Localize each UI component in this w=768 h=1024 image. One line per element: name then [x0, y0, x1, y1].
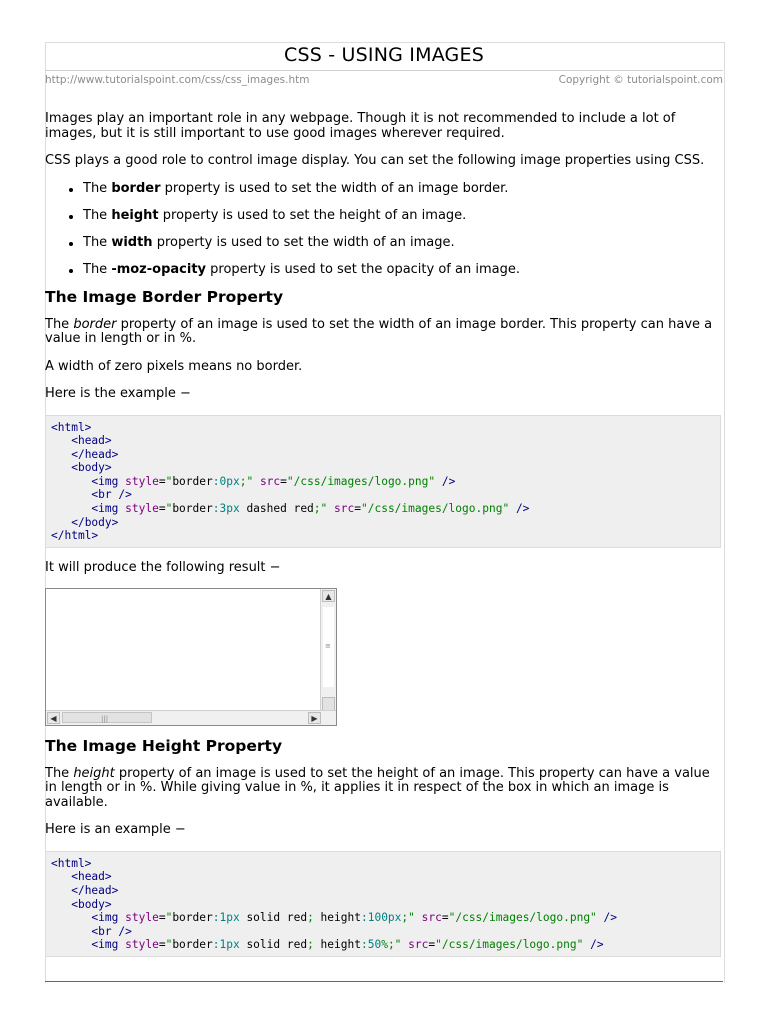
list-item: The height property is used to set the height of an image.	[83, 209, 721, 224]
main-content	[45, 112, 721, 970]
border-paragraph-1: The border property of an image is used to set the width of an image border. This property can have a value in length or in %.	[45, 316, 713, 346]
copyright-text: Copyright © tutorialspoint.com	[558, 74, 723, 86]
intro-paragraph-1: Images play an important role in any webpage. Though it is not recommended to include a lot of images, but it is still important to use good images wherever required.	[45, 111, 676, 141]
intro-paragraph-2: CSS plays a good role to control image display. You can set the following image properties using CSS.	[45, 153, 705, 168]
horizontal-scrollbar[interactable]	[46, 710, 336, 725]
result-frame[interactable]	[45, 588, 337, 726]
border-paragraph-3: Here is the example −	[45, 386, 191, 401]
list-item: The width property is used to set the width of an image.	[83, 236, 721, 251]
grip-icon: ≡	[325, 642, 331, 651]
vertical-scrollbar[interactable]	[320, 589, 336, 713]
height-paragraph-1: The height property of an image is used to set the height of an image. This property can have a value in length or in %. While giving value in %, it applies it in respect of the box in which an image is available.	[45, 765, 710, 810]
height-section-heading: The Image Height Property	[45, 737, 283, 756]
scroll-thumb-lower[interactable]	[322, 697, 335, 711]
arrow-right-icon[interactable]: ▶	[308, 712, 321, 724]
source-url: http://www.tutorialspoint.com/css/css_images.htm	[45, 74, 310, 86]
code-block-border: <html> <head> </head> <body> <img style="border:0px;" src="/css/images/logo.png" /> <br /> <img style="border:3px dashed red;" src="/css/images/logo.png" /> </body> </html>	[45, 415, 721, 548]
header-divider	[45, 70, 723, 71]
height-paragraph-2: Here is an example −	[45, 822, 186, 838]
arrow-up-icon[interactable]: ▲	[322, 590, 335, 602]
property-list	[45, 182, 721, 278]
page-bottom-divider	[45, 981, 723, 982]
code-block-height: <html> <head> </head> <body> <img style="border:1px solid red; height:100px;" src="/css/images/logo.png" /> <br /> <img style="border:1px solid red; height:50%;" src="/css/images/logo.png" />	[45, 851, 721, 957]
border-section-heading: The Image Border Property	[45, 288, 284, 306]
page-title: CSS - USING IMAGES	[284, 44, 484, 66]
arrow-left-icon[interactable]: ◀	[47, 712, 60, 724]
grip-icon: |||	[101, 715, 109, 724]
list-item: The border property is used to set the width of an image border.	[83, 182, 721, 197]
result-label: It will produce the following result −	[45, 559, 281, 575]
list-item: The -moz-opacity property is used to set the opacity of an image.	[83, 263, 721, 278]
border-paragraph-2: A width of zero pixels means no border.	[45, 358, 303, 374]
